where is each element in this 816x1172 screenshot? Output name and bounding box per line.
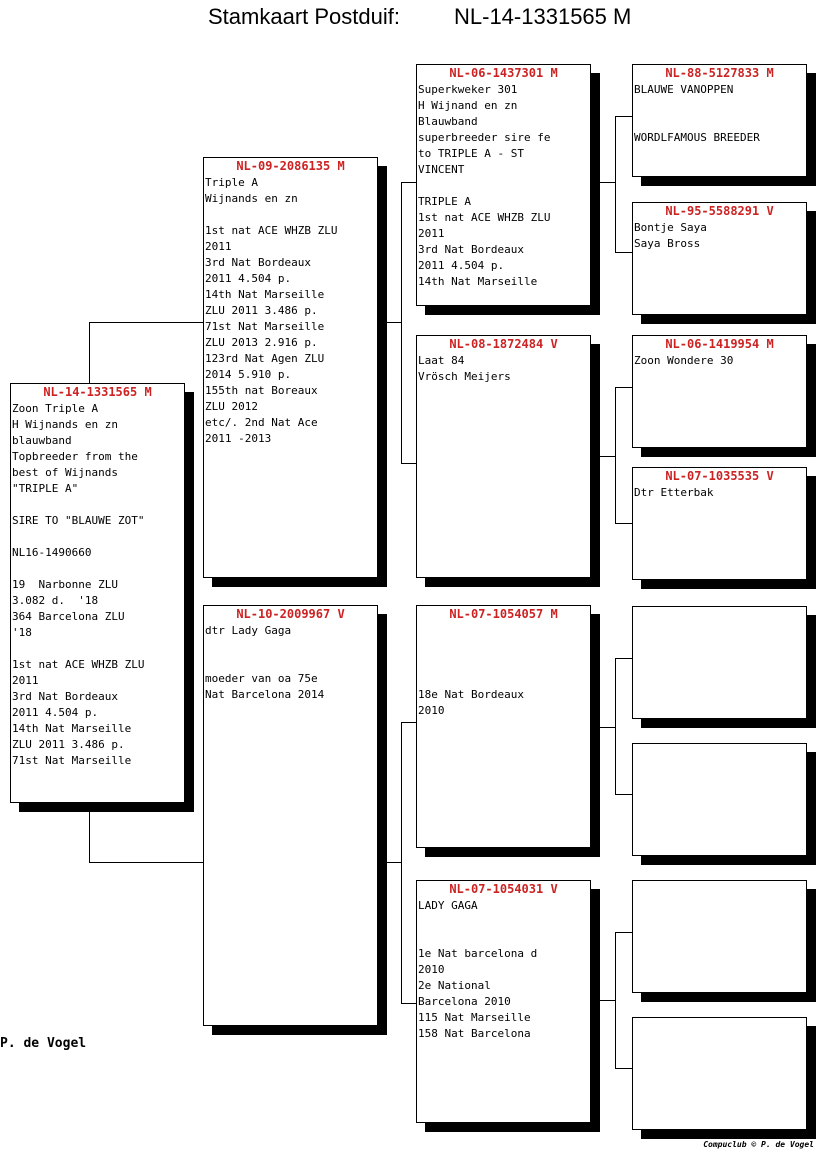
connector-line <box>615 932 616 1069</box>
connector-line <box>401 1003 417 1004</box>
connector-line <box>384 322 402 323</box>
ring-number: NL-06-1437301 M <box>449 66 558 80</box>
page-title <box>0 4 816 34</box>
connector-line <box>615 794 633 795</box>
connector-line <box>89 322 90 384</box>
ring-number: NL-95-5588291 V <box>665 204 774 218</box>
ring-number: NL-06-1419954 M <box>665 337 774 351</box>
pigeon-card-sd-dam[interactable] <box>632 467 807 580</box>
connector-line <box>401 722 417 723</box>
connector-line <box>401 722 402 1004</box>
pigeon-card-ss-sire[interactable] <box>632 64 807 177</box>
owner-name: P. de Vogel <box>0 1036 87 1051</box>
pigeon-notes <box>633 745 806 747</box>
pigeon-notes: Triple A Wijnands en zn 1st nat ACE WHZB ZLU 2011 3rd Nat Bordeaux 2011 4.504 p. 14th Nat Marseille ZLU 2011 3.486 p. 71st Nat Marseille ZLU 2013 2.916 p. 123rd Nat Agen ZLU 2014 5.910 p. 155th nat Boreaux ZLU 2012 etc/. 2nd Nat Ace 2011 -2013 <box>205 176 338 445</box>
connector-line <box>615 116 616 253</box>
ring-number: NL-10-2009967 V <box>236 607 345 621</box>
connector-line <box>615 252 633 253</box>
connector-line <box>615 523 633 524</box>
pigeon-notes <box>633 608 806 610</box>
connector-line <box>89 862 204 863</box>
connector-line <box>89 802 90 863</box>
pigeon-card-sire[interactable] <box>203 157 378 578</box>
ring-number: NL-88-5127833 M <box>665 66 774 80</box>
connector-line <box>401 182 402 464</box>
pigeon-card-subject[interactable] <box>10 383 185 803</box>
connector-line <box>401 463 417 464</box>
pigeon-notes: Zoon Triple A H Wijnands en zn blauwband Topbreeder from the best of Wijnands "TRIPLE A" SIRE TO "BLAUWE ZOT" NL16-1490660 19 Narbonne ZLU 3.082 d. '18 364 Barcelona ZLU '18 1st nat ACE WHZB ZLU 2011 3rd Nat Bordeaux 2011 4.504 p. 14th Nat Marseille ZLU 2011 3.486 p. 71st Nat Marseille <box>12 402 145 767</box>
ring-number: NL-07-1054031 V <box>449 882 558 896</box>
ring-number: NL-08-1872484 V <box>449 337 558 351</box>
connector-line <box>598 456 616 457</box>
pigeon-notes: dtr Lady Gaga moeder van oa 75e Nat Barcelona 2014 <box>205 624 325 701</box>
connector-line <box>598 727 616 728</box>
pigeon-card-sd-sire[interactable] <box>632 335 807 448</box>
pigeon-notes: Zoon Wondere 30 <box>634 354 734 367</box>
connector-line <box>598 182 616 183</box>
pigeon-notes: Superkweker 301 H Wijnand en zn Blauwband superbreeder sire fe to TRIPLE A - ST VINCENT TRIPLE A 1st nat ACE WHZB ZLU 2011 3rd Nat Bordeaux 2011 4.504 p. 14th Nat Marseille <box>418 83 551 288</box>
connector-line <box>615 658 633 659</box>
pigeon-card-dd-dam[interactable] <box>632 1017 807 1130</box>
title-ring-number: NL-14-1331565 M <box>454 4 632 29</box>
connector-line <box>615 387 633 388</box>
connector-line <box>615 1068 633 1069</box>
pigeon-notes: Laat 84 Vrösch Meijers <box>418 354 511 383</box>
connector-line <box>89 322 204 323</box>
pigeon-notes: Bontje Saya Saya Bross <box>634 221 707 250</box>
connector-line <box>615 658 616 795</box>
pigeon-card-ss-dam[interactable] <box>632 202 807 315</box>
footer-credit: Compuclub © P. de Vogel <box>703 1140 814 1149</box>
connector-line <box>598 1000 616 1001</box>
connector-line <box>384 862 402 863</box>
pigeon-notes: 18e Nat Bordeaux 2010 <box>418 688 524 717</box>
pigeon-card-ds-sire[interactable] <box>632 606 807 719</box>
ring-number: NL-14-1331565 M <box>43 385 152 399</box>
pigeon-notes: Dtr Etterbak <box>634 486 714 499</box>
pigeon-card-sire-dam[interactable] <box>416 335 591 578</box>
ring-number: NL-07-1054057 M <box>449 607 558 621</box>
connector-line <box>401 182 417 183</box>
connector-line <box>615 387 616 524</box>
pigeon-notes: BLAUWE VANOPPEN WORDLFAMOUS BREEDER <box>634 83 760 144</box>
connector-line <box>615 932 633 933</box>
connector-line <box>615 116 633 117</box>
pigeon-notes <box>633 882 806 884</box>
pigeon-notes <box>633 1019 806 1021</box>
pigeon-card-dd-sire[interactable] <box>632 880 807 993</box>
pigeon-notes: LADY GAGA 1e Nat barcelona d 2010 2e National Barcelona 2010 115 Nat Marseille 158 Nat Barcelona <box>418 899 538 1040</box>
pigeon-card-dam-sire[interactable] <box>416 605 591 848</box>
pigeon-card-ds-dam[interactable] <box>632 743 807 856</box>
pigeon-card-sire-sire[interactable] <box>416 64 591 306</box>
pigeon-card-dam[interactable] <box>203 605 378 1026</box>
ring-number: NL-07-1035535 V <box>665 469 774 483</box>
ring-number: NL-09-2086135 M <box>236 159 345 173</box>
pigeon-card-dam-dam[interactable] <box>416 880 591 1123</box>
title-label: Stamkaart Postduif: <box>208 4 400 29</box>
